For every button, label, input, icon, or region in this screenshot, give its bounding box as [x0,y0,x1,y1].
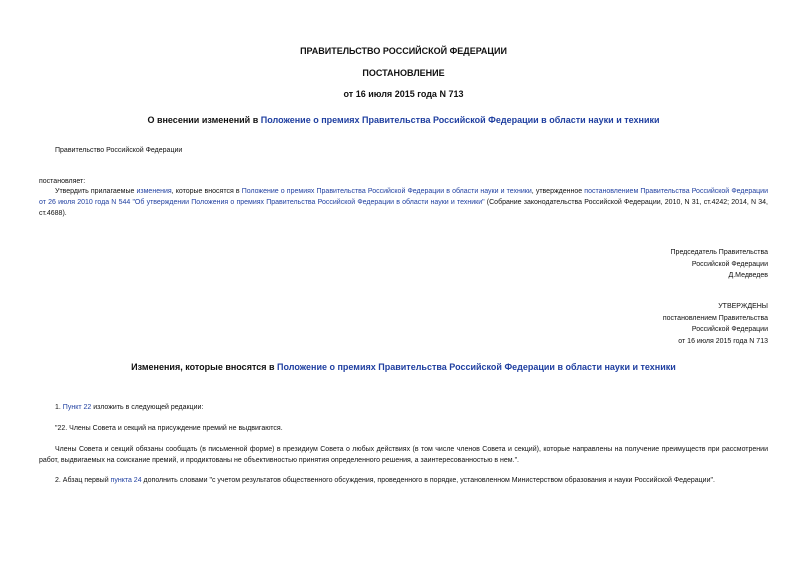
quote-clause-22-second: Члены Совета и секций обязаны сообщать (в письменной форме) в президиум Совета о любых действиях (в том числе членов Совета и секций), которые направлены на получение преимуществ при рассмотрении работ, выдвигаемых на соискание премий, и продиктованы не объективностью принятия определенного решения, а заинтересованностью в нем.". [39,446,768,464]
signature-block [671,247,768,282]
changes-title-link[interactable]: Положение о премиях Правительства Российской Федерации в области науки и техники [277,362,676,372]
approved-line1: УТВЕРЖДЕНЫ [718,303,768,310]
issuer-text: Правительство Российской Федерации [55,147,183,154]
link-regulation[interactable]: Положение о премиях Правительства Российской Федерации в области науки и техники [241,188,532,195]
p1-text-b: , которые вносятся в [171,188,242,195]
decides-text: постановляет: [39,178,86,185]
approved-line2: постановлением Правительства [662,314,768,322]
item2-text-a: 2. Абзац первый [55,477,111,484]
document-title [0,115,807,125]
changes-title-prefix: Изменения, которые вносятся в [131,362,278,372]
link-clause-24[interactable]: пункта 24 [110,477,142,484]
item1-number: 1. [55,404,63,411]
title-link-regulation[interactable]: Положение о премиях Правительства Российской Федерации в области науки и техники [260,115,660,125]
document-type: ПОСТАНОВЛЕНИЕ [362,68,445,78]
link-changes[interactable]: изменения [136,188,172,195]
title-prefix: О внесении изменений в [147,115,261,125]
p1-text-c: , утвержденное [531,188,585,195]
signature-line3: Д.Медведев [728,272,768,279]
approved-line4: от 16 июля 2015 года N 713 [678,337,768,345]
link-clause-22[interactable]: Пункт 22 [62,404,92,411]
resolution-paragraph [39,186,768,219]
item1-text: изложить в следующей редакции: [91,404,204,411]
government-heading: ПРАВИТЕЛЬСТВО РОССИЙСКОЙ ФЕДЕРАЦИИ [300,46,507,56]
approved-line3: Российской Федерации [691,326,768,333]
link-resolution-544[interactable]: постановлением Правительства Российской Федерации от 26 июля 2010 года N 544 "Об утверждении Положения о премиях Правительства Российской Федерации в области науки и техники" [39,188,768,206]
change-item-1 [55,402,203,413]
change-item-2 [55,475,715,486]
item2-text-b: дополнить словами "с учетом результатов общественного обсуждения, проведенного в порядке, установленном Министерством образования и науки Российской Федерации". [141,477,715,484]
p1-text-a: Утвердить прилагаемые [55,188,137,195]
quote-clause-22: "22. Члены Совета и секций на присуждение премий не выдвигаются. [55,425,283,432]
p1-text-d: (Собрание законодательства Российской Федерации, 2010, N 31, ст.4242; 2014, N 34, ст.4688). [39,199,768,217]
changes-title [0,362,807,372]
signature-line1: Председатель Правительства [670,249,768,256]
approved-block [663,301,768,347]
signature-line2: Российской Федерации [691,260,768,268]
document-date-number: от 16 июля 2015 года N 713 [343,89,464,99]
